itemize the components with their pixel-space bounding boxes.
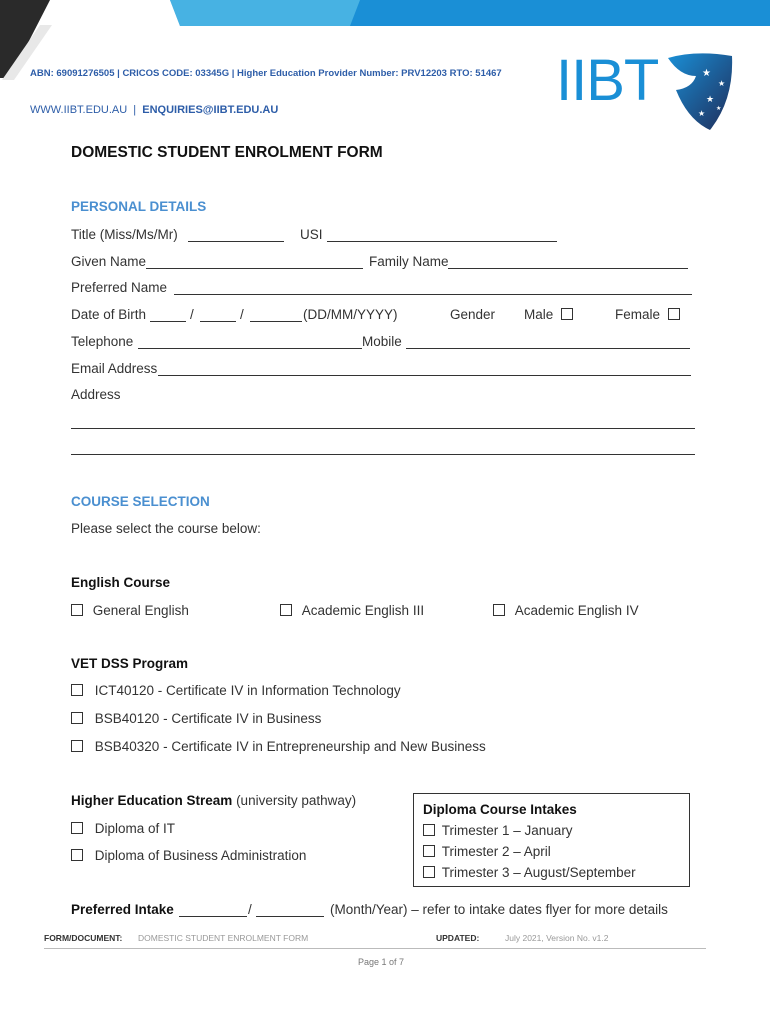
dob-year-field[interactable] (250, 321, 302, 322)
option-label: Trimester 2 – April (441, 844, 551, 859)
address-field-line-2[interactable] (71, 454, 695, 455)
dob-label: Date of Birth (71, 307, 147, 322)
address-field-line-1[interactable] (71, 428, 695, 429)
preferred-intake-year-field[interactable] (256, 916, 324, 917)
svg-text:★: ★ (698, 109, 706, 118)
dob-format: (DD/MM/YYYY) (303, 307, 398, 322)
he-option[interactable] (71, 821, 175, 836)
checkbox[interactable] (493, 604, 505, 616)
he-heading-text: Higher Education Stream (71, 793, 233, 808)
svg-text:★: ★ (718, 79, 726, 88)
title-label: Title (Miss/Ms/Mr) (71, 227, 178, 242)
dob-day-field[interactable] (150, 321, 186, 322)
option-label: Diploma of Business Administration (94, 848, 307, 863)
mobile-field[interactable] (406, 348, 690, 349)
website-link[interactable]: WWW.IIBT.EDU.AU (30, 104, 128, 116)
checkbox[interactable] (280, 604, 292, 616)
intake-option[interactable] (423, 844, 551, 859)
intake-option[interactable] (423, 865, 636, 880)
footer-updated-label: UPDATED: (436, 933, 480, 943)
title-field[interactable] (188, 241, 284, 242)
english-option[interactable] (280, 603, 424, 618)
family-name-label: Family Name (369, 254, 449, 269)
course-instruction: Please select the course below: (71, 521, 261, 536)
higher-education-heading (71, 793, 356, 808)
usi-label: USI (300, 227, 323, 242)
course-selection-heading: COURSE SELECTION (71, 494, 210, 509)
given-name-label: Given Name (71, 254, 147, 269)
svg-text:★: ★ (716, 105, 722, 112)
email-link[interactable]: ENQUIRIES@IIBT.EDU.AU (142, 104, 279, 116)
checkbox[interactable] (71, 684, 83, 696)
checkbox[interactable] (71, 712, 83, 724)
personal-details-heading: PERSONAL DETAILS (71, 199, 207, 214)
footer-divider (44, 948, 706, 949)
option-label: Diploma of IT (94, 821, 176, 836)
option-label: Trimester 1 – January (441, 823, 573, 838)
web-line (30, 104, 278, 116)
vet-option[interactable] (71, 711, 321, 726)
preferred-intake-month-field[interactable] (179, 916, 247, 917)
address-label: Address (71, 387, 121, 402)
svg-text:★: ★ (702, 68, 711, 79)
option-label: Academic English III (301, 603, 425, 618)
preferred-intake-sep: / (248, 902, 252, 917)
footer-doc-value: DOMESTIC STUDENT ENROLMENT FORM (138, 933, 309, 943)
checkbox[interactable] (423, 824, 435, 836)
english-option[interactable] (71, 603, 189, 618)
page-number: Page 1 of 7 (358, 957, 405, 967)
option-label: ICT40120 - Certificate IV in Information Technology (94, 683, 401, 698)
male-label: Male (524, 307, 554, 322)
vet-program-heading: VET DSS Program (71, 656, 189, 671)
option-label: Academic English IV (514, 603, 639, 618)
intakes-heading: Diploma Course Intakes (423, 802, 577, 817)
mobile-label: Mobile (362, 334, 402, 349)
telephone-field[interactable] (138, 348, 362, 349)
email-field[interactable] (158, 375, 691, 376)
given-name-field[interactable] (146, 268, 363, 269)
female-option[interactable] (615, 307, 680, 322)
telephone-label: Telephone (71, 334, 134, 349)
option-label: BSB40120 - Certificate IV in Business (94, 711, 322, 726)
web-separator: | (133, 104, 137, 116)
abn-line: ABN: 69091276505 | CRICOS CODE: 03345G | Higher Education Provider Number: PRV12203 RTO: 51467 (30, 68, 502, 79)
checkbox[interactable] (423, 866, 435, 878)
footer-updated-value: July 2021, Version No. v1.2 (505, 933, 609, 943)
logo-text: IIBT (556, 48, 659, 113)
female-checkbox[interactable] (668, 308, 680, 320)
option-label: BSB40320 - Certificate IV in Entrepreneurship and New Business (94, 739, 486, 754)
svg-text:★: ★ (706, 95, 715, 105)
vet-option[interactable] (71, 683, 401, 698)
checkbox[interactable] (423, 845, 435, 857)
preferred-name-label: Preferred Name (71, 280, 168, 295)
footer-doc-label: FORM/DOCUMENT: (44, 933, 123, 943)
family-name-field[interactable] (448, 268, 688, 269)
email-label: Email Address (71, 361, 158, 376)
gender-label: Gender (450, 307, 496, 322)
preferred-intake-note: (Month/Year) – refer to intake dates flyer for more details (330, 902, 668, 917)
dob-sep-1: / (190, 307, 194, 322)
checkbox[interactable] (71, 849, 83, 861)
preferred-name-field[interactable] (174, 294, 692, 295)
he-heading-note: (university pathway) (236, 793, 357, 808)
dob-sep-2: / (240, 307, 244, 322)
intake-option[interactable] (423, 823, 573, 838)
logo-shield-icon (666, 50, 736, 132)
preferred-intake-label: Preferred Intake (71, 902, 174, 917)
english-course-heading: English Course (71, 575, 171, 590)
diploma-intakes-box (413, 793, 690, 887)
male-checkbox[interactable] (561, 308, 573, 320)
female-label: Female (615, 307, 661, 322)
checkbox[interactable] (71, 740, 83, 752)
checkbox[interactable] (71, 822, 83, 834)
option-label: General English (92, 603, 189, 618)
male-option[interactable] (524, 307, 573, 322)
usi-field[interactable] (327, 241, 557, 242)
dob-month-field[interactable] (200, 321, 236, 322)
he-option[interactable] (71, 848, 306, 863)
english-option[interactable] (493, 603, 639, 618)
vet-option[interactable] (71, 739, 486, 754)
checkbox[interactable] (71, 604, 83, 616)
option-label: Trimester 3 – August/September (441, 865, 636, 880)
page-title: DOMESTIC STUDENT ENROLMENT FORM (71, 144, 383, 161)
